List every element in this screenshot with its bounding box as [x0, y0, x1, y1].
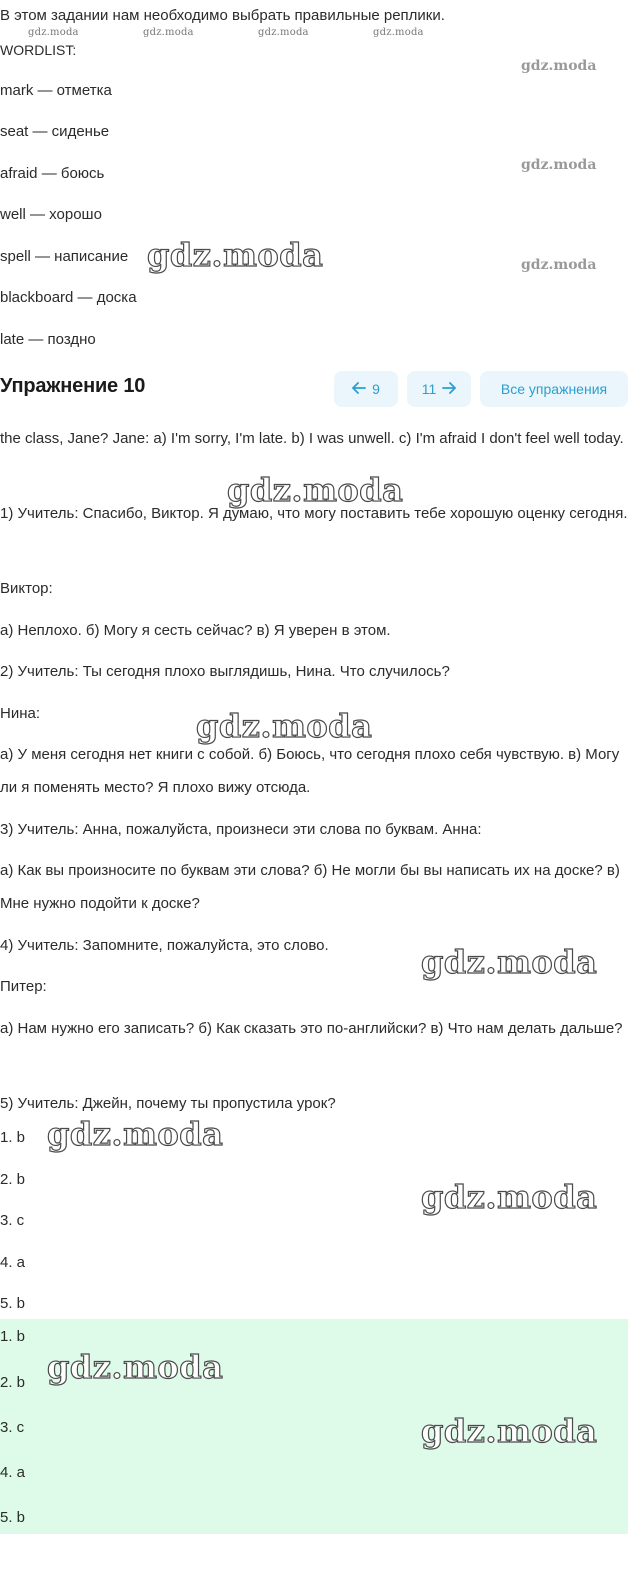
next-exercise-label: 11	[421, 381, 437, 397]
watermark: gdz.moda	[196, 707, 373, 745]
wordlist-item: spell — написание	[0, 248, 129, 265]
answer-item: 5. b	[0, 1509, 26, 1526]
watermark: gdz.moda	[521, 58, 597, 74]
watermark: gdz.moda	[521, 157, 597, 173]
watermark: gdz.moda	[28, 27, 79, 38]
answer-item: 1. b	[0, 1129, 26, 1146]
answer-item: 4. a	[0, 1464, 26, 1481]
answer-item: 1. b	[0, 1328, 26, 1345]
watermark: gdz.moda	[47, 1348, 224, 1386]
all-exercises-button[interactable]	[480, 371, 628, 407]
wordlist-item: mark — отметка	[0, 82, 112, 99]
wordlist-item: well — хорошо	[0, 206, 102, 223]
watermark: gdz.moda	[521, 257, 597, 273]
exercise-item-1: 1) Учитель: Спасибо, Виктор. Я думаю, что могу поставить тебе хорошую оценку сегодня.	[0, 505, 628, 522]
watermark: gdz.moda	[227, 471, 404, 509]
exercise-options: а) У меня сегодня нет книги с собой. б) Боюсь, что сегодня плохо себя чувствую. в) Могу ли я поменять место? Я плохо вижу отсюда.	[0, 746, 620, 796]
watermark: gdz.moda	[421, 943, 598, 981]
exercise-text-top: the class, Jane? Jane: a) I'm sorry, I'm late. b) I was unwell. c) I'm afraid I don't feel well today.	[0, 430, 624, 447]
intro-text: В этом задании нам необходимо выбрать правильные реплики.	[0, 7, 445, 24]
wordlist-item: afraid — боюсь	[0, 165, 105, 182]
wordlist-item: late — поздно	[0, 331, 96, 348]
watermark: gdz.moda	[147, 236, 324, 274]
watermark: gdz.moda	[421, 1178, 598, 1216]
answer-item: 2. b	[0, 1171, 26, 1188]
wordlist-title: WORDLIST:	[0, 42, 77, 58]
prev-exercise-label: 9	[372, 381, 380, 397]
watermark: gdz.moda	[421, 1412, 598, 1450]
answer-item: 5. b	[0, 1295, 26, 1312]
exercise-speaker: Виктор:	[0, 580, 53, 597]
exercise-item-3: 3) Учитель: Анна, пожалуйста, произнеси эти слова по буквам. Анна:	[0, 821, 482, 838]
exercise-speaker: Нина:	[0, 705, 41, 722]
arrow-right-icon	[442, 381, 456, 397]
exercise-speaker: Питер:	[0, 978, 47, 995]
wordlist-item: seat — сиденье	[0, 123, 110, 140]
answer-item: 3. c	[0, 1212, 25, 1229]
prev-exercise-button[interactable]	[334, 371, 398, 407]
exercise-title: Упражнение 10	[0, 375, 146, 397]
exercise-options: а) Нам нужно его записать? б) Как сказать это по-английски? в) Что нам делать дальше?	[0, 1020, 623, 1037]
exercise-options: а) Как вы произносите по буквам эти слова? б) Не могли бы вы написать их на доске? в) Мне нужно подойти к доске?	[0, 862, 620, 912]
exercise-item-5: 5) Учитель: Джейн, почему ты пропустила урок?	[0, 1095, 336, 1112]
next-exercise-button[interactable]	[407, 371, 471, 407]
answer-item: 3. c	[0, 1419, 25, 1436]
exercise-item-4: 4) Учитель: Запомните, пожалуйста, это слово.	[0, 937, 329, 954]
watermark: gdz.moda	[373, 27, 424, 38]
arrow-left-icon	[352, 381, 366, 397]
answer-item: 2. b	[0, 1374, 26, 1391]
answer-item: 4. a	[0, 1254, 26, 1271]
watermark: gdz.moda	[258, 27, 309, 38]
watermark: gdz.moda	[47, 1115, 224, 1153]
all-exercises-label: Все упражнения	[500, 381, 608, 397]
watermark: gdz.moda	[143, 27, 194, 38]
exercise-options: а) Неплохо. б) Могу я сесть сейчас? в) Я уверен в этом.	[0, 622, 391, 639]
exercise-item-2: 2) Учитель: Ты сегодня плохо выглядишь, Нина. Что случилось?	[0, 663, 450, 680]
wordlist-item: blackboard — доска	[0, 289, 137, 306]
